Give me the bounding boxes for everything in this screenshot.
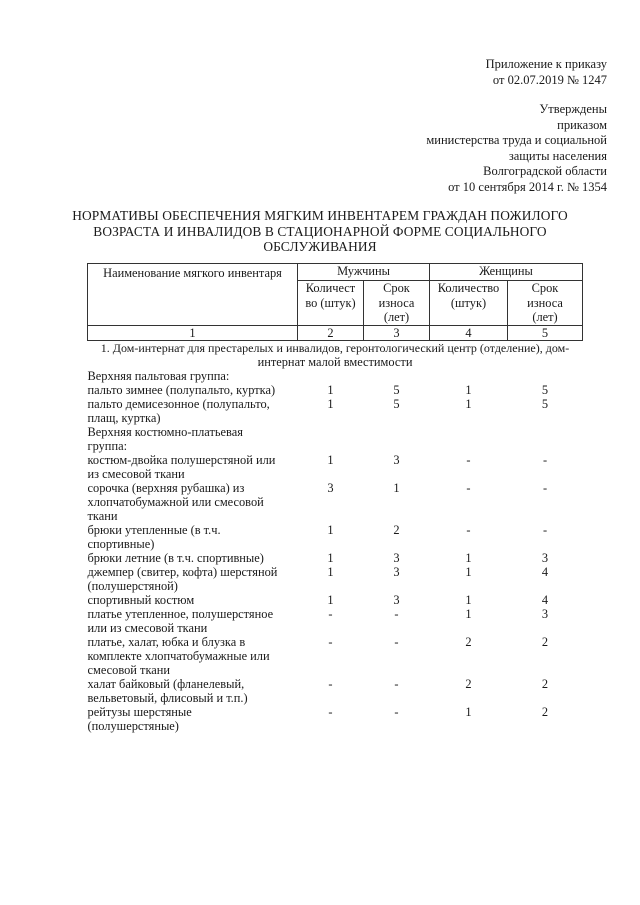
header-text: Срок — [383, 281, 410, 295]
item-name-line: ткани — [87, 509, 118, 523]
item-name — [88, 607, 298, 635]
men-quantity: - — [328, 677, 333, 691]
women-term: 5 — [541, 383, 549, 397]
men-quantity: 1 — [327, 383, 334, 397]
women-quantity: 1 — [465, 397, 472, 411]
item-name — [88, 677, 298, 705]
women-term: - — [542, 481, 548, 495]
women-quantity: 1 — [465, 593, 472, 607]
header-row — [88, 264, 583, 281]
approval-line: приказом — [557, 117, 607, 132]
women-quantity: 1 — [465, 705, 472, 719]
table-row — [88, 523, 583, 551]
table-row — [88, 593, 583, 607]
women-term: 4 — [541, 565, 549, 579]
table-row — [88, 677, 583, 705]
appendix-line: Приложение к приказу — [485, 57, 607, 71]
header-women-quantity — [430, 281, 508, 326]
men-term: 1 — [393, 481, 400, 495]
table-row — [88, 635, 583, 677]
women-term: 4 — [541, 593, 549, 607]
header-text: Количество — [437, 281, 500, 295]
approval-note — [426, 102, 607, 195]
men-quantity: - — [328, 705, 333, 719]
women-quantity: 2 — [465, 635, 472, 649]
item-name-line: сорочка (верхняя рубашка) из — [87, 481, 245, 495]
table-row — [88, 481, 583, 523]
men-term: - — [394, 677, 399, 691]
approval-line: защиты населения — [508, 148, 607, 163]
women-term: 2 — [541, 677, 549, 691]
column-number: 4 — [430, 326, 508, 341]
item-name-line: спортивный костюм — [87, 593, 195, 607]
header-text: Срок — [531, 281, 559, 295]
section-title — [88, 341, 583, 370]
men-quantity: 1 — [327, 397, 334, 411]
header-women: Женщины — [430, 264, 583, 281]
group-title: Верхняя пальтовая группа: — [87, 369, 230, 383]
column-number-row — [88, 326, 583, 341]
title-line: НОРМАТИВЫ ОБЕСПЕЧЕНИЯ МЯГКИМ ИНВЕНТАРЕМ ГРАЖДАН ПОЖИЛОГО — [72, 208, 568, 223]
item-name — [88, 523, 298, 551]
group-title — [88, 425, 583, 453]
women-quantity: 1 — [465, 383, 472, 397]
men-term: - — [394, 705, 399, 719]
men-quantity: 3 — [327, 481, 334, 495]
item-name-line: (полушерстяные) — [87, 719, 179, 733]
men-term: - — [394, 635, 399, 649]
section-line: интернат малой вместимости — [257, 355, 413, 369]
group-row — [88, 369, 583, 383]
header-text: износа — [527, 295, 563, 310]
item-name-line: из смесовой ткани — [87, 467, 185, 481]
men-term: - — [394, 607, 399, 621]
table-row — [88, 383, 583, 397]
item-name-line: смесовой ткани — [87, 663, 171, 677]
women-quantity: 2 — [465, 677, 472, 691]
item-name — [88, 593, 298, 607]
item-name-line: брюки летние (в т.ч. спортивные) — [87, 551, 264, 565]
column-number: 2 — [298, 326, 364, 341]
title-line: ОБСЛУЖИВАНИЯ — [263, 239, 377, 254]
item-name-line: (полушерстяной) — [87, 579, 178, 593]
men-quantity: 1 — [327, 551, 334, 565]
header-text: (лет) — [532, 310, 558, 324]
group-title-line: Верхняя костюмно-платьевая — [87, 425, 243, 439]
women-term: 3 — [541, 551, 549, 565]
approval-line: Волгоградской области — [483, 164, 607, 178]
men-term: 3 — [393, 593, 400, 607]
item-name — [88, 453, 298, 481]
header-item-name: Наименование мягкого инвентаря — [88, 264, 298, 326]
header-text: (лет) — [383, 310, 410, 324]
men-quantity: 1 — [327, 453, 334, 467]
item-name-line: комплекте хлопчатобумажные или — [87, 649, 270, 663]
header-men-term — [364, 281, 430, 326]
item-name — [88, 481, 298, 523]
women-term: - — [542, 453, 548, 467]
document-title — [70, 208, 570, 255]
item-name-line: халат байковый (фланелевый, — [87, 677, 245, 691]
item-name-line: рейтузы шерстяные — [87, 705, 192, 719]
women-quantity: - — [466, 523, 471, 537]
header-text: во (штук) — [305, 295, 356, 310]
column-number: 3 — [364, 326, 430, 341]
women-quantity: - — [466, 453, 471, 467]
women-term: 3 — [541, 607, 549, 621]
table-row — [88, 453, 583, 481]
appendix-note — [486, 57, 607, 88]
women-term: - — [542, 523, 548, 537]
item-name-line: платье утепленное, полушерстяное — [87, 607, 274, 621]
item-name-line: спортивные) — [87, 537, 155, 551]
approval-line: Утверждены — [539, 102, 607, 116]
women-quantity: 1 — [465, 607, 472, 621]
women-quantity: - — [466, 481, 471, 495]
table-row — [88, 565, 583, 593]
women-term: 5 — [541, 397, 549, 411]
item-name — [88, 565, 298, 593]
men-term: 5 — [393, 383, 400, 397]
table-row — [88, 551, 583, 565]
men-term: 5 — [393, 397, 400, 411]
header-men: Мужчины — [298, 264, 430, 281]
men-quantity: - — [328, 635, 333, 649]
approval-line: министерства труда и социальной — [426, 133, 607, 147]
men-term: 2 — [393, 523, 400, 537]
group-row — [88, 425, 583, 453]
item-name — [88, 551, 298, 565]
item-name-line: или из смесовой ткани — [87, 621, 208, 635]
group-title-line: группа: — [87, 439, 128, 453]
men-quantity: 1 — [327, 523, 334, 537]
table-row — [88, 397, 583, 425]
item-name-line: костюм-двойка полушерстяной или — [87, 453, 276, 467]
column-number: 5 — [508, 326, 583, 341]
item-name-line: джемпер (свитер, кофта) шерстяной — [87, 565, 278, 579]
item-name-line: плащ, куртка) — [87, 411, 161, 425]
men-term: 3 — [393, 551, 400, 565]
section-line: 1. Дом-интернат для престарелых и инвалидов, геронтологический центр (отделение), дом- — [100, 341, 570, 355]
item-name — [88, 635, 298, 677]
men-quantity: - — [328, 607, 333, 621]
approval-line: от 10 сентября 2014 г. № 1354 — [448, 179, 607, 194]
item-name-line: брюки утепленные (в т.ч. — [87, 523, 221, 537]
norms-table — [87, 263, 583, 733]
item-name-line: пальто демисезонное (полупальто, — [87, 397, 270, 411]
title-line: ВОЗРАСТА И ИНВАЛИДОВ В СТАЦИОНАРНОЙ ФОРМЕ СОЦИАЛЬНОГО — [93, 223, 547, 239]
item-name — [88, 397, 298, 425]
item-name-line: платье, халат, юбка и блузка в — [87, 635, 246, 649]
header-women-term — [508, 281, 583, 326]
item-name — [88, 383, 298, 397]
women-term: 2 — [541, 635, 549, 649]
item-name — [88, 705, 298, 733]
women-term: 2 — [541, 705, 549, 719]
men-quantity: 1 — [327, 593, 334, 607]
header-text: износа — [378, 295, 415, 310]
table-row — [88, 705, 583, 733]
table-row — [88, 607, 583, 635]
header-text: (штук) — [450, 295, 487, 310]
header-men-quantity — [298, 281, 364, 326]
men-term: 3 — [393, 565, 400, 579]
appendix-line: от 02.07.2019 № 1247 — [492, 72, 607, 87]
item-name-line: хлопчатобумажной или смесовой — [87, 495, 264, 509]
men-term: 3 — [393, 453, 400, 467]
header-text: Количест — [305, 281, 356, 295]
section-row — [88, 341, 583, 370]
women-quantity: 1 — [465, 565, 472, 579]
column-number: 1 — [88, 326, 298, 341]
item-name-line: вельветовый, флисовый и т.п.) — [87, 691, 248, 705]
women-quantity: 1 — [465, 551, 472, 565]
men-quantity: 1 — [327, 565, 334, 579]
item-name-line: пальто зимнее (полупальто, куртка) — [87, 383, 276, 397]
